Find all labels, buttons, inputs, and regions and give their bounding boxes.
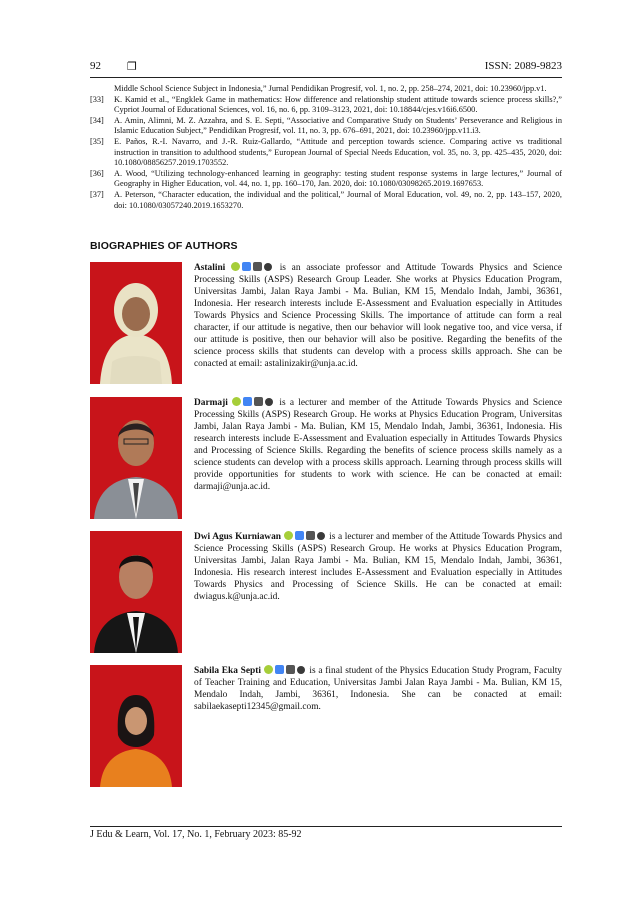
orcid-icon[interactable] — [231, 262, 240, 271]
author-description: is a final student of the Physics Education Study Program, Faculty of Teacher Training and Education, Universitas Jambi Jalan Raya Jambi - Ma. Bulian, KM 15, Mendalo Indah, Jambi, 36361, Indonesia. She can be conacted at email: sabilaekasepti12345@gmail.com. — [194, 666, 562, 712]
references-list — [90, 84, 562, 211]
section-title: BIOGRAPHIES OF AUTHORS — [90, 240, 238, 252]
publons-icon[interactable] — [265, 398, 273, 406]
reference-number: [34] — [90, 115, 104, 125]
reference-text: K. Kamid et al., “Engklek Game in mathematics: How difference and relationship student attitude towards science process skills?,” Cypriot Journal of Educational Sciences, vol. 16, no. 6, pp. 3109–3123, 2021, doi: 10.18844/cjes.v16i6.6500. — [114, 94, 562, 115]
author-text — [194, 397, 562, 493]
reference-text: E. Paños, R.-I. Navarro, and J.-R. Ruiz-Gallardo, “Attitude and perception towards science. Comparing active vs traditional instruction in transition to adulthood students,” European Journal of Special Needs Education, vol. 35, no. 3, pp. 425–435, 2020, doi: 10.1080/08856257.2019.1703552. — [114, 136, 562, 168]
reference-text: A. Peterson, “Character education, the individual and the political,” Journal of Moral Education, vol. 49, no. 2, pp. 143–157, 2020, doi: 10.1080/03057240.2019.1653270. — [114, 189, 562, 210]
author-name: Astalini — [194, 263, 226, 273]
orcid-icon[interactable] — [232, 397, 241, 406]
author-description: is an associate professor and Attitude Towards Physics and Science Processing Skills (ASPS) Research Group Leader. She works at Physics Education Program, Universitas Jambi, Jalan Raya Jambi - Ma. Bulian, KM 15, Mendalo Indah, Jambi, 36361, Indonesia. Her research interests include E-Assessment and Evaluation especially in Attitudes Towards Physics and Science Processing Skills. The importance of attitude can form a real character, if our attitude is negative, then our behavior will look negative too, and vice versa, if our attitude is positive, then our behavior will also be positive. Regarding the benefits of the science process skills that students can develop with a process skills approach. She can be conacted at email: astalinizakir@unja.ac.id. — [194, 263, 563, 369]
reference-item — [90, 116, 562, 137]
author-photo — [90, 262, 182, 384]
author-description: is a lecturer and member of the Attitude Towards Physics and Science Processing Skills (ASPS) Research Group. He works at Physics Education Program, Universitas Jambi, Jalan Raya Jambi - Ma. Bulian, KM 15, Mendalo Indah, Jambi, 36361, Indonesia. His research interest includes E-Assessment and Evaluation especially in Attitudes Towards Physics and Processing of Science Skills. He can be conacted at email: dwiagus.k@unja.ac.id. — [194, 532, 563, 602]
author-name: Sabila Eka Septi — [194, 666, 261, 676]
issn: ISSN: 2089-9823 — [484, 60, 562, 72]
reference-item — [90, 137, 562, 169]
scholar-icon[interactable] — [295, 531, 304, 540]
scholar-icon[interactable] — [275, 665, 284, 674]
author-photo — [90, 665, 182, 787]
web-of-science-icon[interactable] — [286, 665, 295, 674]
reference-number: [33] — [90, 94, 104, 104]
scholar-icon[interactable] — [243, 397, 252, 406]
orcid-icon[interactable] — [284, 531, 293, 540]
author-text — [194, 262, 562, 370]
header-rule — [90, 77, 562, 78]
reference-text: A. Wood, “Utilizing technology-enhanced learning in geography: testing student response systems in large lectures,” Journal of Geography in Higher Education, vol. 44, no. 1, pp. 160–170, Jan. 2020, doi: 10.1080/03098265.2019.1697653. — [114, 168, 562, 189]
scholar-icon[interactable] — [242, 262, 251, 271]
reference-number: [37] — [90, 189, 104, 199]
page-number: 92 — [90, 60, 101, 72]
page-footer: J Edu & Learn, Vol. 17, No. 1, February 2023: 85-92 — [90, 829, 302, 840]
author-photo — [90, 397, 182, 519]
reference-number: [36] — [90, 168, 104, 178]
reference-number: [35] — [90, 136, 104, 146]
reference-continuation: Middle School Science Subject in Indonesia,” Jurnal Pendidikan Progresif, vol. 1, no. 2, pp. 258–274, 2021, doi: 10.23960/jpp.v1. — [114, 84, 547, 93]
page-header — [90, 60, 562, 76]
reference-text: A. Amin, Alimni, M. Z. Azzahra, and S. E. Septi, “Associative and Comparative Study on Students’ Perseverance and Religious in Islamic Education Subject,” Pendidikan Progresif, vol. 11, no. 3, pp. 676–691, 2021, doi: 10.23960/jpp.v11.i3. — [114, 115, 562, 136]
footer-rule — [90, 826, 562, 827]
reference-item — [90, 190, 562, 211]
author-name: Dwi Agus Kurniawan — [194, 532, 281, 542]
author-text — [194, 531, 562, 603]
reference-item — [90, 95, 562, 116]
author-name: Darmaji — [194, 398, 228, 408]
orcid-icon[interactable] — [264, 665, 273, 674]
box-icon: ❐ — [127, 60, 137, 73]
author-text — [194, 665, 562, 713]
publons-icon[interactable] — [297, 666, 305, 674]
author-photo — [90, 531, 182, 653]
publons-icon[interactable] — [264, 263, 272, 271]
author-description: is a lecturer and member of the Attitude Towards Physics and Science Processing Skills (ASPS) Research Group. He works at Physics Education Program, Universitas Jambi, Jalan Raya Jambi - Ma. Bulian, KM 15, Mendalo Indah, Jambi, 36361, Indonesia. His research interests include E-Assessment and Evaluation especially in Attitudes Towards Physics and Processing of Science Skills. Regarding the benefits of science process skills namely as a science students can develop with a process skills approach. Learning through process skills will provide opportunities for students to work with science. He can be conacted at email: darmaji@unja.ac.id. — [194, 398, 563, 492]
web-of-science-icon[interactable] — [254, 397, 263, 406]
reference-item — [90, 169, 562, 190]
web-of-science-icon[interactable] — [306, 531, 315, 540]
publons-icon[interactable] — [317, 532, 325, 540]
web-of-science-icon[interactable] — [253, 262, 262, 271]
